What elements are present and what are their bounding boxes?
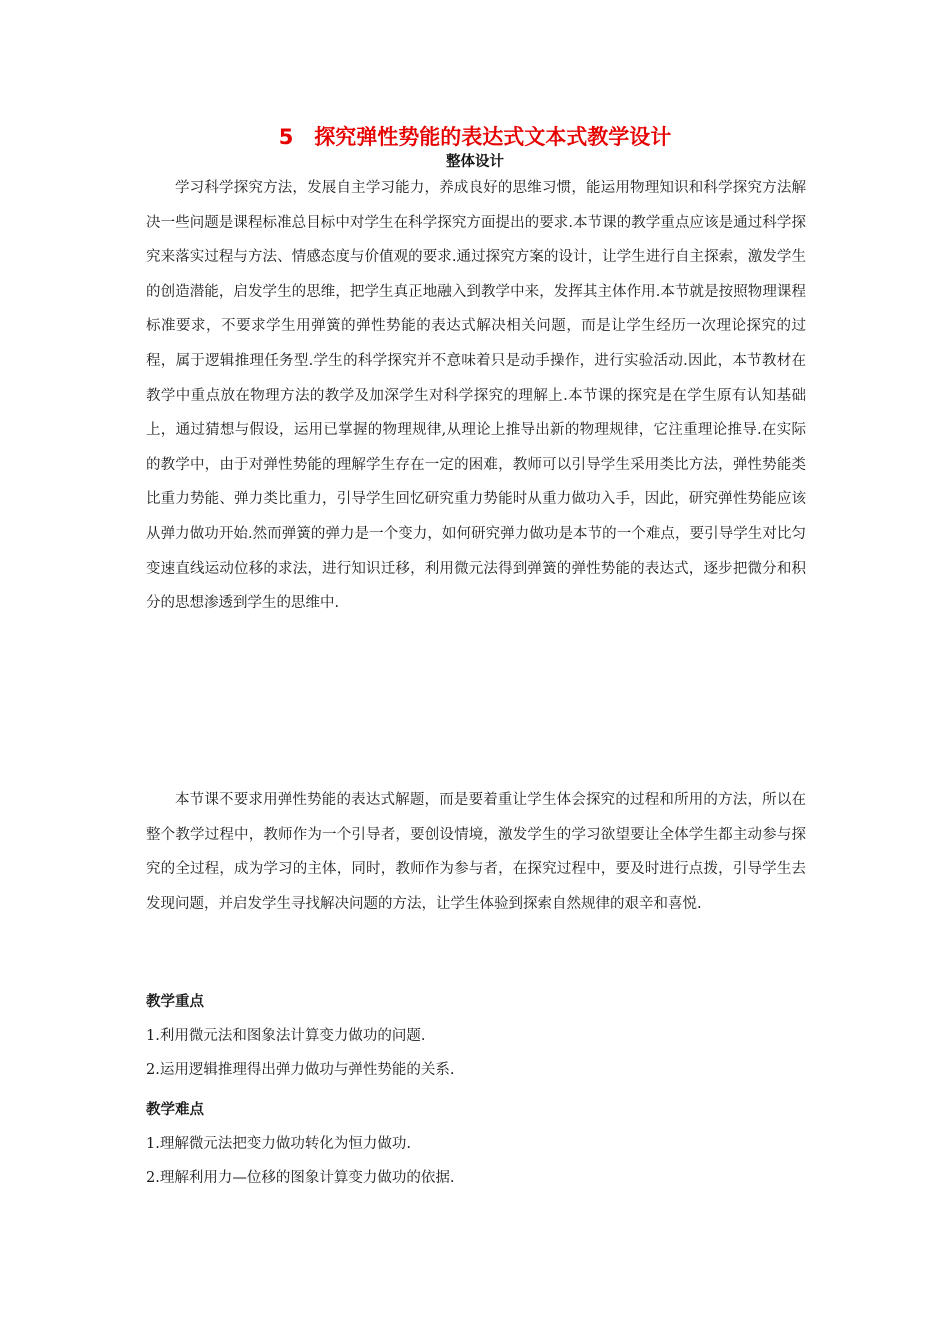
body-paragraph-1-container: [146, 171, 806, 621]
difficulty-item: 2.理解利用力—位移的图象计算变力做功的依据.: [146, 1170, 455, 1186]
difficulty-item: 1.理解微元法把变力做功转化为恒力做功.: [146, 1136, 411, 1152]
difficulties-heading: 教学难点: [146, 1102, 204, 1118]
key-point-item: 1.利用微元法和图象法计算变力做功的问题.: [146, 1028, 426, 1044]
body-paragraph: 本节课不要求用弹性势能的表达式解题，而是要着重让学生体会探究的过程和所用的方法，所以在整个教学过程中，教师作为一个引导者，要创设情境，激发学生的学习欲望要让全体学生都主动参与探究的全过程，成为学习的主体，同时，教师作为参与者，在探究过程中，要及时进行点拨，引导学生去发现问题，并启发学生寻找解决问题的方法，让学生体验到探索自然规律的艰辛和喜悦.: [146, 792, 806, 912]
key-point-item: 2.运用逻辑推理得出弹力做功与弹性势能的关系.: [146, 1062, 455, 1078]
key-points-heading: 教学重点: [146, 994, 204, 1010]
difficulties-section: [146, 1093, 806, 1195]
key-points-section: [146, 985, 806, 1087]
section-title-overall-design: 整体设计: [446, 154, 504, 170]
body-paragraph-2-container: [146, 783, 806, 921]
document-title: 5 探究弹性势能的表达式文本式教学设计: [278, 125, 672, 149]
body-paragraph: 学习科学探究方法，发展自主学习能力，养成良好的思维习惯，能运用物理知识和科学探究方法解决一些问题是课程标准总目标中对学生在科学探究方面提出的要求.本节课的教学重点应该是通过科学探究来落实过程与方法、情感态度与价值观的要求.通过探究方案的设计，让学生进行自主探索，激发学生的创造潜能，启发学生的思维，把学生真正地融入到教学中来，发挥其主体作用.本节就是按照物理课程标准要求，不要求学生用弹簧的弹性势能的表达式解决相关问题，而是让学生经历一次理论探究的过程，属于逻辑推理任务型.学生的科学探究并不意味着只是动手操作，进行实验活动.因此，本节教材在教学中重点放在物理方法的教学及加深学生对科学探究的理解上.本节课的探究是在学生原有认知基础上，通过猜想与假设，运用已掌握的物理规律,从理论上推导出新的物理规律，它注重理论推导.在实际的教学中，由于对弹性势能的理解学生存在一定的困难，教师可以引导学生采用类比方法，弹性势能类比重力势能、弹力类比重力，引导学生回忆研究重力势能时从重力做功入手，因此，研究弹性势能应该从弹力做功开始.然而弹簧的弹力是一个变力，如何研究弹力做功是本节的一个难点，要引导学生对比匀变速直线运动位移的求法，进行知识迁移，利用微元法得到弹簧的弹性势能的表达式，逐步把微分和积分的思想渗透到学生的思维中.: [146, 180, 806, 612]
